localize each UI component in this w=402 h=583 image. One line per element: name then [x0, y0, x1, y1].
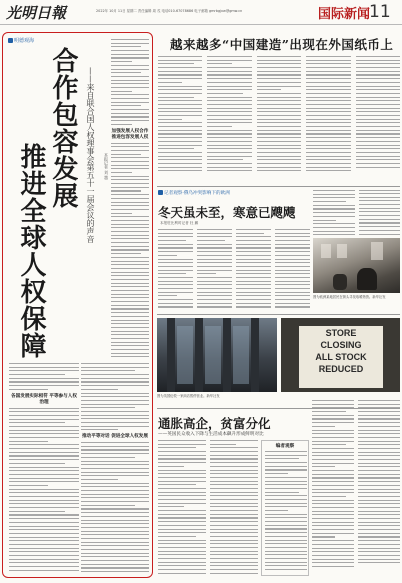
feature-body-column-bottom-left — [9, 363, 79, 573]
page-header — [0, 0, 402, 25]
middle-article-title: 冬天虽未至，寒意已飕飕 — [158, 205, 296, 220]
store-sign: STORE CLOSING ALL STOCK REDUCED — [299, 326, 383, 388]
sidebar-box — [261, 440, 309, 576]
page-number: 11 — [369, 2, 391, 22]
feature-subhead-2: 加强发展人权合作 推进包容发展人权 — [111, 128, 149, 140]
feature-tag: 明德观海 — [8, 37, 34, 44]
bottom-article-subtitle: ——英国民众收入下降与生活成本飙升形成鲜明对比 — [158, 432, 264, 437]
photo2-caption: 图为英国伦敦一家商店暂停营业。新华社发 — [157, 394, 220, 398]
kicker-icon — [158, 190, 163, 195]
masthead-logo: 光明日報 — [6, 4, 67, 22]
feature-subtitle: ——来自联合国人权理事会第五十一届会议的声音 — [86, 67, 95, 243]
section-name: 国际新闻 — [318, 7, 371, 22]
sidebar-title: 编者观察 — [275, 444, 295, 449]
middle-article-byline: 本报驻比利时记者 杜 鹏 — [160, 221, 199, 225]
feature-byline: 本报记者 刘 越 — [104, 153, 109, 180]
bottom-article-body-left — [158, 440, 258, 578]
feature-title-line1: 合作包容发展 — [48, 47, 78, 209]
top-article-title: 越来越多“中国建造”出现在外国纸币上 — [170, 37, 394, 52]
photo1-caption: 图为欧洲某地居民在街头寻找取暖物资。新华社发 — [313, 295, 386, 299]
bottom-article-body-right — [312, 400, 400, 578]
feature-subhead-1: 各国发展实际相符 平等参与人权治理 — [11, 393, 77, 405]
left-feature-box — [2, 32, 153, 578]
feature-subhead-3: 推动平等对话 促进全球人权发展 — [82, 434, 148, 440]
feature-body-column-bottom-right — [81, 363, 149, 573]
tag-icon — [8, 38, 13, 43]
middle-article-kicker: 记者观察·俄乌冲突影响下的欧洲 — [158, 190, 230, 196]
divider-top — [157, 186, 400, 187]
top-article-body — [158, 56, 400, 184]
street-photo — [313, 238, 400, 293]
middle-article-body-right — [313, 190, 400, 235]
feature-title-line2: 推进全球人权保障 — [16, 143, 46, 359]
feature-body-column-right — [111, 39, 149, 359]
store-closing-photo — [281, 318, 400, 392]
building-photo — [157, 318, 277, 392]
divider-middle — [157, 314, 400, 315]
middle-article-body — [158, 229, 310, 313]
header-meta: 2022年 10月 11日 星期二 责任编辑 周 戎 电话010-67078686 电子邮箱 gmrbgjxw@gmw.cn — [96, 9, 243, 13]
bottom-article-title: 通胀高企，贫富分化 — [158, 416, 271, 431]
